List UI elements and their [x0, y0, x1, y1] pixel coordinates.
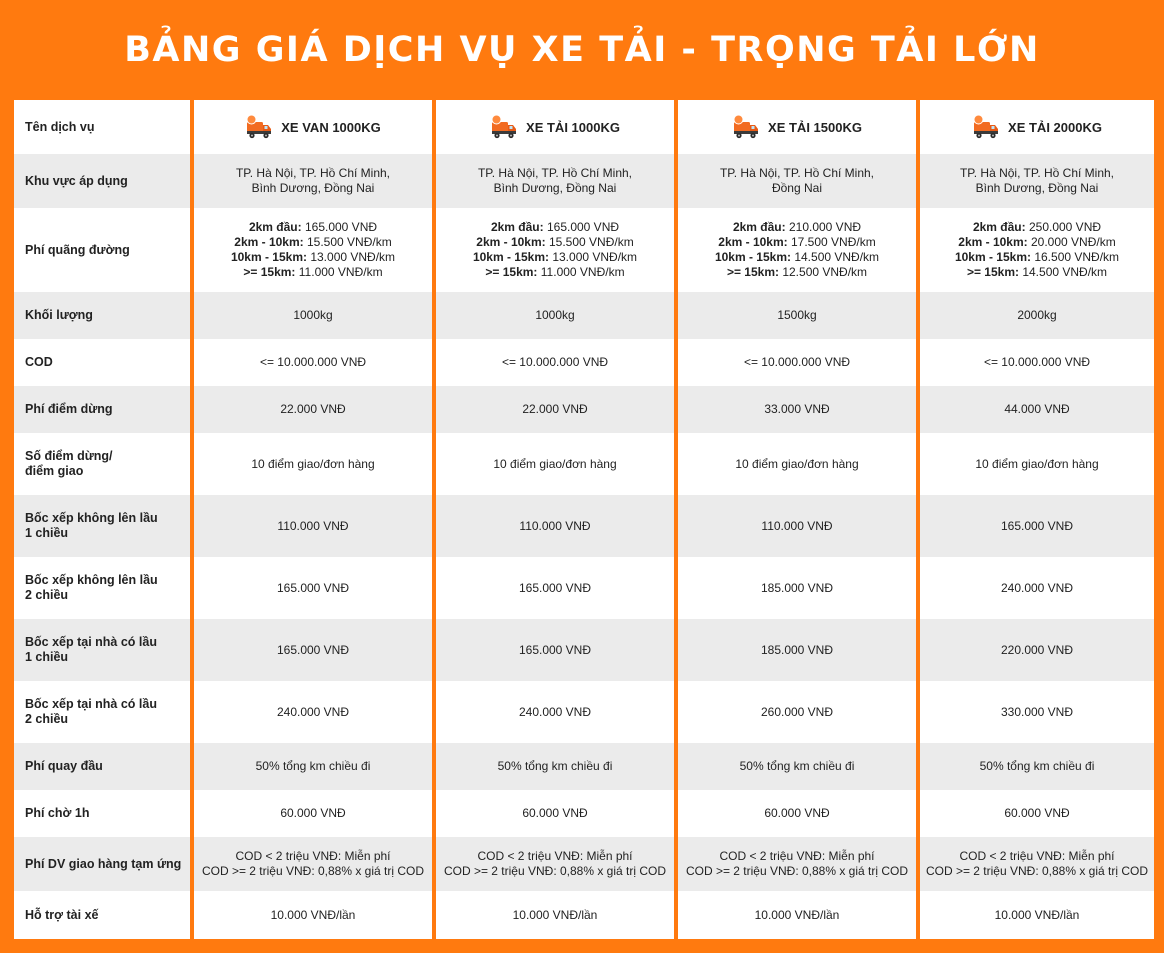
- distance-range: 2km đầu:: [732, 220, 786, 234]
- value-cell: [678, 619, 916, 681]
- value-line: 60.000 VNĐ: [764, 806, 830, 820]
- value-line: COD < 2 triệu VNĐ: Miễn phí: [477, 849, 633, 863]
- row-label-line: 1 chiều: [25, 650, 69, 664]
- row-label-lines: [25, 511, 158, 541]
- value-cell: [920, 619, 1154, 681]
- value-line: 50% tổng km chiều đi: [497, 759, 613, 773]
- value-cell: [920, 433, 1154, 495]
- value-cell: [920, 837, 1154, 891]
- row-label-line: Bốc xếp không lên lầu: [25, 511, 158, 525]
- value-cell: [194, 837, 432, 891]
- value-line: Bình Dương, Đồng Nai: [251, 181, 375, 195]
- value-lines: [277, 643, 349, 658]
- value-lines: [1001, 581, 1073, 596]
- distance-fee-line: [231, 265, 395, 280]
- value-line: <= 10.000.000 VNĐ: [983, 355, 1091, 369]
- value-cell: [920, 790, 1154, 837]
- value-lines: [960, 166, 1114, 196]
- distance-price: 20.000 VNĐ/km: [1027, 235, 1116, 249]
- value-lines: [761, 519, 832, 534]
- distance-price: 165.000 VNĐ: [301, 220, 378, 234]
- row-label: [14, 681, 190, 743]
- value-cell: [678, 891, 916, 939]
- value-lines: [761, 705, 833, 720]
- value-line: TP. Hà Nội, TP. Hồ Chí Minh,: [719, 166, 875, 180]
- value-line: 60.000 VNĐ: [1004, 806, 1070, 820]
- distance-fee-line: [231, 250, 395, 265]
- value-cell: [920, 495, 1154, 557]
- value-lines: [277, 705, 349, 720]
- distance-range: >= 15km:: [726, 265, 779, 279]
- truck-icon: [972, 114, 1000, 140]
- value-lines: [202, 849, 424, 879]
- value-cell: [194, 891, 432, 939]
- value-lines: [502, 355, 608, 370]
- value-lines: [1001, 705, 1073, 720]
- value-lines: [735, 457, 858, 472]
- value-lines: [740, 759, 855, 774]
- distance-range: 10km - 15km:: [714, 250, 791, 264]
- distance-fee-cell: [194, 208, 432, 292]
- value-cell: [194, 433, 432, 495]
- value-lines: [519, 643, 591, 658]
- header-label: Tên dịch vụ: [14, 100, 190, 154]
- value-cell: [194, 386, 432, 433]
- value-line: 165.000 VNĐ: [276, 580, 350, 595]
- value-cell: [678, 681, 916, 743]
- distance-fee-line: [715, 265, 879, 280]
- value-lines: [522, 806, 587, 821]
- row-label: COD: [14, 339, 190, 386]
- value-cell: [920, 557, 1154, 619]
- truck-icon: [490, 114, 518, 140]
- value-cell: [436, 619, 674, 681]
- distance-range: 10km - 15km:: [954, 250, 1031, 264]
- value-cell: [920, 891, 1154, 939]
- distance-fee-cell: [678, 208, 916, 292]
- value-cell: [436, 681, 674, 743]
- value-cell: [678, 790, 916, 837]
- row-label: [14, 557, 190, 619]
- value-line: 2000kg: [1017, 308, 1057, 322]
- distance-fee-line: [473, 235, 637, 250]
- truck-icon: [245, 114, 273, 140]
- value-cell: [436, 743, 674, 790]
- value-cell: [194, 681, 432, 743]
- service-name: XE VAN 1000KG: [281, 119, 381, 135]
- value-lines: [686, 849, 908, 879]
- value-cell: [678, 495, 916, 557]
- distance-price: 15.500 VNĐ/km: [303, 235, 392, 249]
- value-line: 10 điểm giao/đơn hàng: [975, 456, 1099, 471]
- distance-fee-line: [231, 220, 395, 235]
- distance-fee-cell: [436, 208, 674, 292]
- value-line: 50% tổng km chiều đi: [255, 759, 371, 773]
- value-lines: [926, 849, 1148, 879]
- value-lines: [478, 166, 632, 196]
- value-line: 240.000 VNĐ: [518, 704, 592, 719]
- value-line: COD >= 2 triệu VNĐ: 0,88% x giá trị COD: [925, 864, 1149, 878]
- row-label-lines: [25, 635, 157, 665]
- value-cell: [920, 154, 1154, 208]
- value-line: 44.000 VNĐ: [1004, 402, 1070, 416]
- value-lines: [277, 581, 349, 596]
- value-lines: [1017, 308, 1056, 323]
- row-label-lines: [25, 697, 157, 727]
- value-lines: [260, 355, 366, 370]
- value-line: 185.000 VNĐ: [760, 580, 834, 595]
- price-table: [14, 100, 1150, 938]
- value-cell: [920, 386, 1154, 433]
- value-cell: [194, 292, 432, 339]
- value-cell: [920, 743, 1154, 790]
- distance-range: 2km đầu:: [490, 220, 544, 234]
- value-cell: [678, 433, 916, 495]
- value-line: 33.000 VNĐ: [764, 402, 830, 416]
- value-line: 10.000 VNĐ/lần: [270, 907, 356, 922]
- distance-fee-line: [473, 265, 637, 280]
- value-lines: [1004, 806, 1069, 821]
- value-cell: [678, 292, 916, 339]
- value-cell: [678, 339, 916, 386]
- value-line: Đồng Nai: [771, 181, 822, 195]
- distance-price: 13.000 VNĐ/km: [549, 250, 638, 264]
- row-label: [14, 495, 190, 557]
- distance-fee-lines: [473, 220, 637, 280]
- row-label-line: 1 chiều: [25, 526, 69, 540]
- distance-fee-lines: [955, 220, 1119, 280]
- value-line: 220.000 VNĐ: [1000, 642, 1074, 657]
- value-lines: [755, 908, 840, 923]
- value-line: 10 điểm giao/đơn hàng: [493, 456, 617, 471]
- value-lines: [764, 402, 829, 417]
- distance-fee-line: [955, 265, 1119, 280]
- value-line: 165.000 VNĐ: [276, 642, 350, 657]
- value-line: 50% tổng km chiều đi: [979, 759, 1095, 773]
- value-line: 50% tổng km chiều đi: [739, 759, 855, 773]
- distance-fee-line: [473, 250, 637, 265]
- value-line: 1000kg: [293, 308, 333, 322]
- value-line: 60.000 VNĐ: [522, 806, 588, 820]
- value-line: 1000kg: [535, 308, 575, 322]
- distance-fee-line: [715, 250, 879, 265]
- distance-range: 2km - 10km:: [234, 235, 304, 249]
- distance-price: 14.500 VNĐ/km: [791, 250, 880, 264]
- value-cell: [436, 837, 674, 891]
- value-lines: [251, 457, 374, 472]
- distance-price: 250.000 VNĐ: [1025, 220, 1102, 234]
- value-lines: [493, 457, 616, 472]
- service-header-4: [920, 100, 1154, 154]
- row-label: Hỗ trợ tài xế: [14, 891, 190, 939]
- value-cell: [194, 743, 432, 790]
- distance-price: 11.000 VNĐ/km: [295, 265, 383, 279]
- value-line: COD < 2 triệu VNĐ: Miễn phí: [959, 849, 1115, 863]
- value-lines: [280, 402, 345, 417]
- value-cell: [194, 619, 432, 681]
- value-line: 1500kg: [777, 308, 817, 322]
- distance-fee-line: [231, 235, 395, 250]
- value-lines: [522, 402, 587, 417]
- value-line: COD >= 2 triệu VNĐ: 0,88% x giá trị COD: [443, 864, 667, 878]
- value-cell: [436, 891, 674, 939]
- distance-range: 2km đầu:: [248, 220, 302, 234]
- value-lines: [535, 308, 574, 323]
- value-line: 10 điểm giao/đơn hàng: [251, 456, 375, 471]
- value-line: 110.000 VNĐ: [761, 518, 833, 533]
- service-name: XE TẢI 2000KG: [1008, 119, 1102, 135]
- value-lines: [1004, 402, 1069, 417]
- value-line: TP. Hà Nội, TP. Hồ Chí Minh,: [235, 166, 391, 180]
- value-lines: [761, 581, 833, 596]
- value-cell: [678, 743, 916, 790]
- value-line: 10.000 VNĐ/lần: [994, 907, 1080, 922]
- value-line: <= 10.000.000 VNĐ: [501, 355, 609, 369]
- value-cell: [436, 154, 674, 208]
- value-lines: [519, 705, 591, 720]
- value-line: 260.000 VNĐ: [760, 704, 834, 719]
- row-label-line: 2 chiều: [25, 712, 69, 726]
- value-line: Bình Dương, Đồng Nai: [975, 181, 1099, 195]
- value-lines: [744, 355, 850, 370]
- value-lines: [1001, 519, 1073, 534]
- value-cell: [436, 557, 674, 619]
- value-lines: [777, 308, 816, 323]
- row-label-lines: [25, 573, 158, 603]
- value-cell: [436, 495, 674, 557]
- value-line: 330.000 VNĐ: [1000, 704, 1074, 719]
- value-line: 10.000 VNĐ/lần: [754, 907, 840, 922]
- value-lines: [277, 519, 348, 534]
- value-cell: [678, 154, 916, 208]
- value-cell: [436, 339, 674, 386]
- row-label-line: Bốc xếp không lên lầu: [25, 573, 158, 587]
- value-line: COD >= 2 triệu VNĐ: 0,88% x giá trị COD: [201, 864, 425, 878]
- distance-fee-lines: [231, 220, 395, 280]
- value-line: Bình Dương, Đồng Nai: [493, 181, 617, 195]
- row-label: [14, 433, 190, 495]
- row-label: Khối lượng: [14, 292, 190, 339]
- distance-price: 210.000 VNĐ: [785, 220, 862, 234]
- value-lines: [293, 308, 332, 323]
- distance-range: 2km đầu:: [972, 220, 1026, 234]
- row-label: [14, 619, 190, 681]
- row-label-lines: [25, 449, 113, 479]
- distance-price: 14.500 VNĐ/km: [1019, 265, 1108, 279]
- value-cell: [678, 386, 916, 433]
- value-cell: [194, 339, 432, 386]
- value-line: 240.000 VNĐ: [276, 704, 350, 719]
- row-label-line: Số điểm dừng/: [25, 449, 113, 463]
- value-cell: [920, 292, 1154, 339]
- row-label-line: Bốc xếp tại nhà có lầu: [25, 697, 157, 711]
- distance-price: 15.500 VNĐ/km: [545, 235, 634, 249]
- value-line: 110.000 VNĐ: [277, 518, 349, 533]
- value-lines: [498, 759, 613, 774]
- service-name: XE TẢI 1500KG: [768, 119, 862, 135]
- row-label: Phí điểm dừng: [14, 386, 190, 433]
- row-label-line: điểm giao: [25, 464, 84, 478]
- service-header-2: [436, 100, 674, 154]
- value-line: 110.000 VNĐ: [519, 518, 591, 533]
- value-line: 22.000 VNĐ: [280, 402, 346, 416]
- distance-price: 16.500 VNĐ/km: [1031, 250, 1120, 264]
- value-line: <= 10.000.000 VNĐ: [259, 355, 367, 369]
- value-line: 10 điểm giao/đơn hàng: [735, 456, 859, 471]
- value-line: TP. Hà Nội, TP. Hồ Chí Minh,: [477, 166, 633, 180]
- row-label-line: Bốc xếp tại nhà có lầu: [25, 635, 157, 649]
- distance-fee-line: [715, 220, 879, 235]
- distance-price: 165.000 VNĐ: [543, 220, 620, 234]
- value-cell: [436, 790, 674, 837]
- value-cell: [920, 339, 1154, 386]
- value-lines: [980, 759, 1095, 774]
- value-line: 10.000 VNĐ/lần: [512, 907, 598, 922]
- value-cell: [436, 386, 674, 433]
- row-label: Khu vực áp dụng: [14, 154, 190, 208]
- distance-range: >= 15km:: [243, 265, 296, 279]
- service-header-3: [678, 100, 916, 154]
- distance-price: 13.000 VNĐ/km: [307, 250, 396, 264]
- service-header-1: [194, 100, 432, 154]
- distance-fee-line: [955, 220, 1119, 235]
- value-cell: [920, 681, 1154, 743]
- value-lines: [1001, 643, 1073, 658]
- value-lines: [513, 908, 598, 923]
- distance-range: 2km - 10km:: [476, 235, 546, 249]
- distance-price: 12.500 VNĐ/km: [779, 265, 868, 279]
- distance-range: 2km - 10km:: [958, 235, 1028, 249]
- distance-fee-lines: [715, 220, 879, 280]
- value-lines: [984, 355, 1090, 370]
- truck-icon: [732, 114, 760, 140]
- value-lines: [256, 759, 371, 774]
- value-cell: [194, 154, 432, 208]
- value-line: 22.000 VNĐ: [522, 402, 588, 416]
- service-name: XE TẢI 1000KG: [526, 119, 620, 135]
- distance-price: 11.000 VNĐ/km: [537, 265, 625, 279]
- distance-fee-line: [473, 220, 637, 235]
- distance-fee-line: [955, 235, 1119, 250]
- value-line: 165.000 VNĐ: [1000, 518, 1074, 533]
- value-line: COD >= 2 triệu VNĐ: 0,88% x giá trị COD: [685, 864, 909, 878]
- value-line: COD < 2 triệu VNĐ: Miễn phí: [719, 849, 875, 863]
- value-lines: [236, 166, 390, 196]
- value-cell: [678, 557, 916, 619]
- value-cell: [194, 557, 432, 619]
- value-lines: [519, 519, 590, 534]
- value-cell: [436, 292, 674, 339]
- row-label: Phí quãng đường: [14, 208, 190, 292]
- value-line: 165.000 VNĐ: [518, 642, 592, 657]
- row-label: Phí chờ 1h: [14, 790, 190, 837]
- value-line: COD < 2 triệu VNĐ: Miễn phí: [235, 849, 391, 863]
- value-lines: [761, 643, 833, 658]
- value-line: 185.000 VNĐ: [760, 642, 834, 657]
- value-line: 60.000 VNĐ: [280, 806, 346, 820]
- value-cell: [678, 837, 916, 891]
- row-label: Phí quay đầu: [14, 743, 190, 790]
- value-line: TP. Hà Nội, TP. Hồ Chí Minh,: [959, 166, 1115, 180]
- value-cell: [194, 495, 432, 557]
- row-label-line: 2 chiều: [25, 588, 69, 602]
- value-line: <= 10.000.000 VNĐ: [743, 355, 851, 369]
- value-line: 240.000 VNĐ: [1000, 580, 1074, 595]
- distance-fee-cell: [920, 208, 1154, 292]
- distance-range: 10km - 15km:: [230, 250, 307, 264]
- value-lines: [764, 806, 829, 821]
- value-cell: [194, 790, 432, 837]
- value-lines: [720, 166, 874, 196]
- value-lines: [519, 581, 591, 596]
- value-lines: [271, 908, 356, 923]
- distance-range: 10km - 15km:: [472, 250, 549, 264]
- row-label: Phí DV giao hàng tạm ứng: [14, 837, 190, 891]
- value-line: 165.000 VNĐ: [518, 580, 592, 595]
- distance-range: >= 15km:: [485, 265, 538, 279]
- value-lines: [444, 849, 666, 879]
- distance-range: 2km - 10km:: [718, 235, 788, 249]
- distance-fee-line: [955, 250, 1119, 265]
- distance-price: 17.500 VNĐ/km: [787, 235, 876, 249]
- value-cell: [436, 433, 674, 495]
- value-lines: [995, 908, 1080, 923]
- value-lines: [975, 457, 1098, 472]
- value-lines: [280, 806, 345, 821]
- distance-range: >= 15km:: [966, 265, 1019, 279]
- distance-fee-line: [715, 235, 879, 250]
- page-title: BẢNG GIÁ DỊCH VỤ XE TẢI - TRỌNG TẢI LỚN: [124, 30, 1040, 70]
